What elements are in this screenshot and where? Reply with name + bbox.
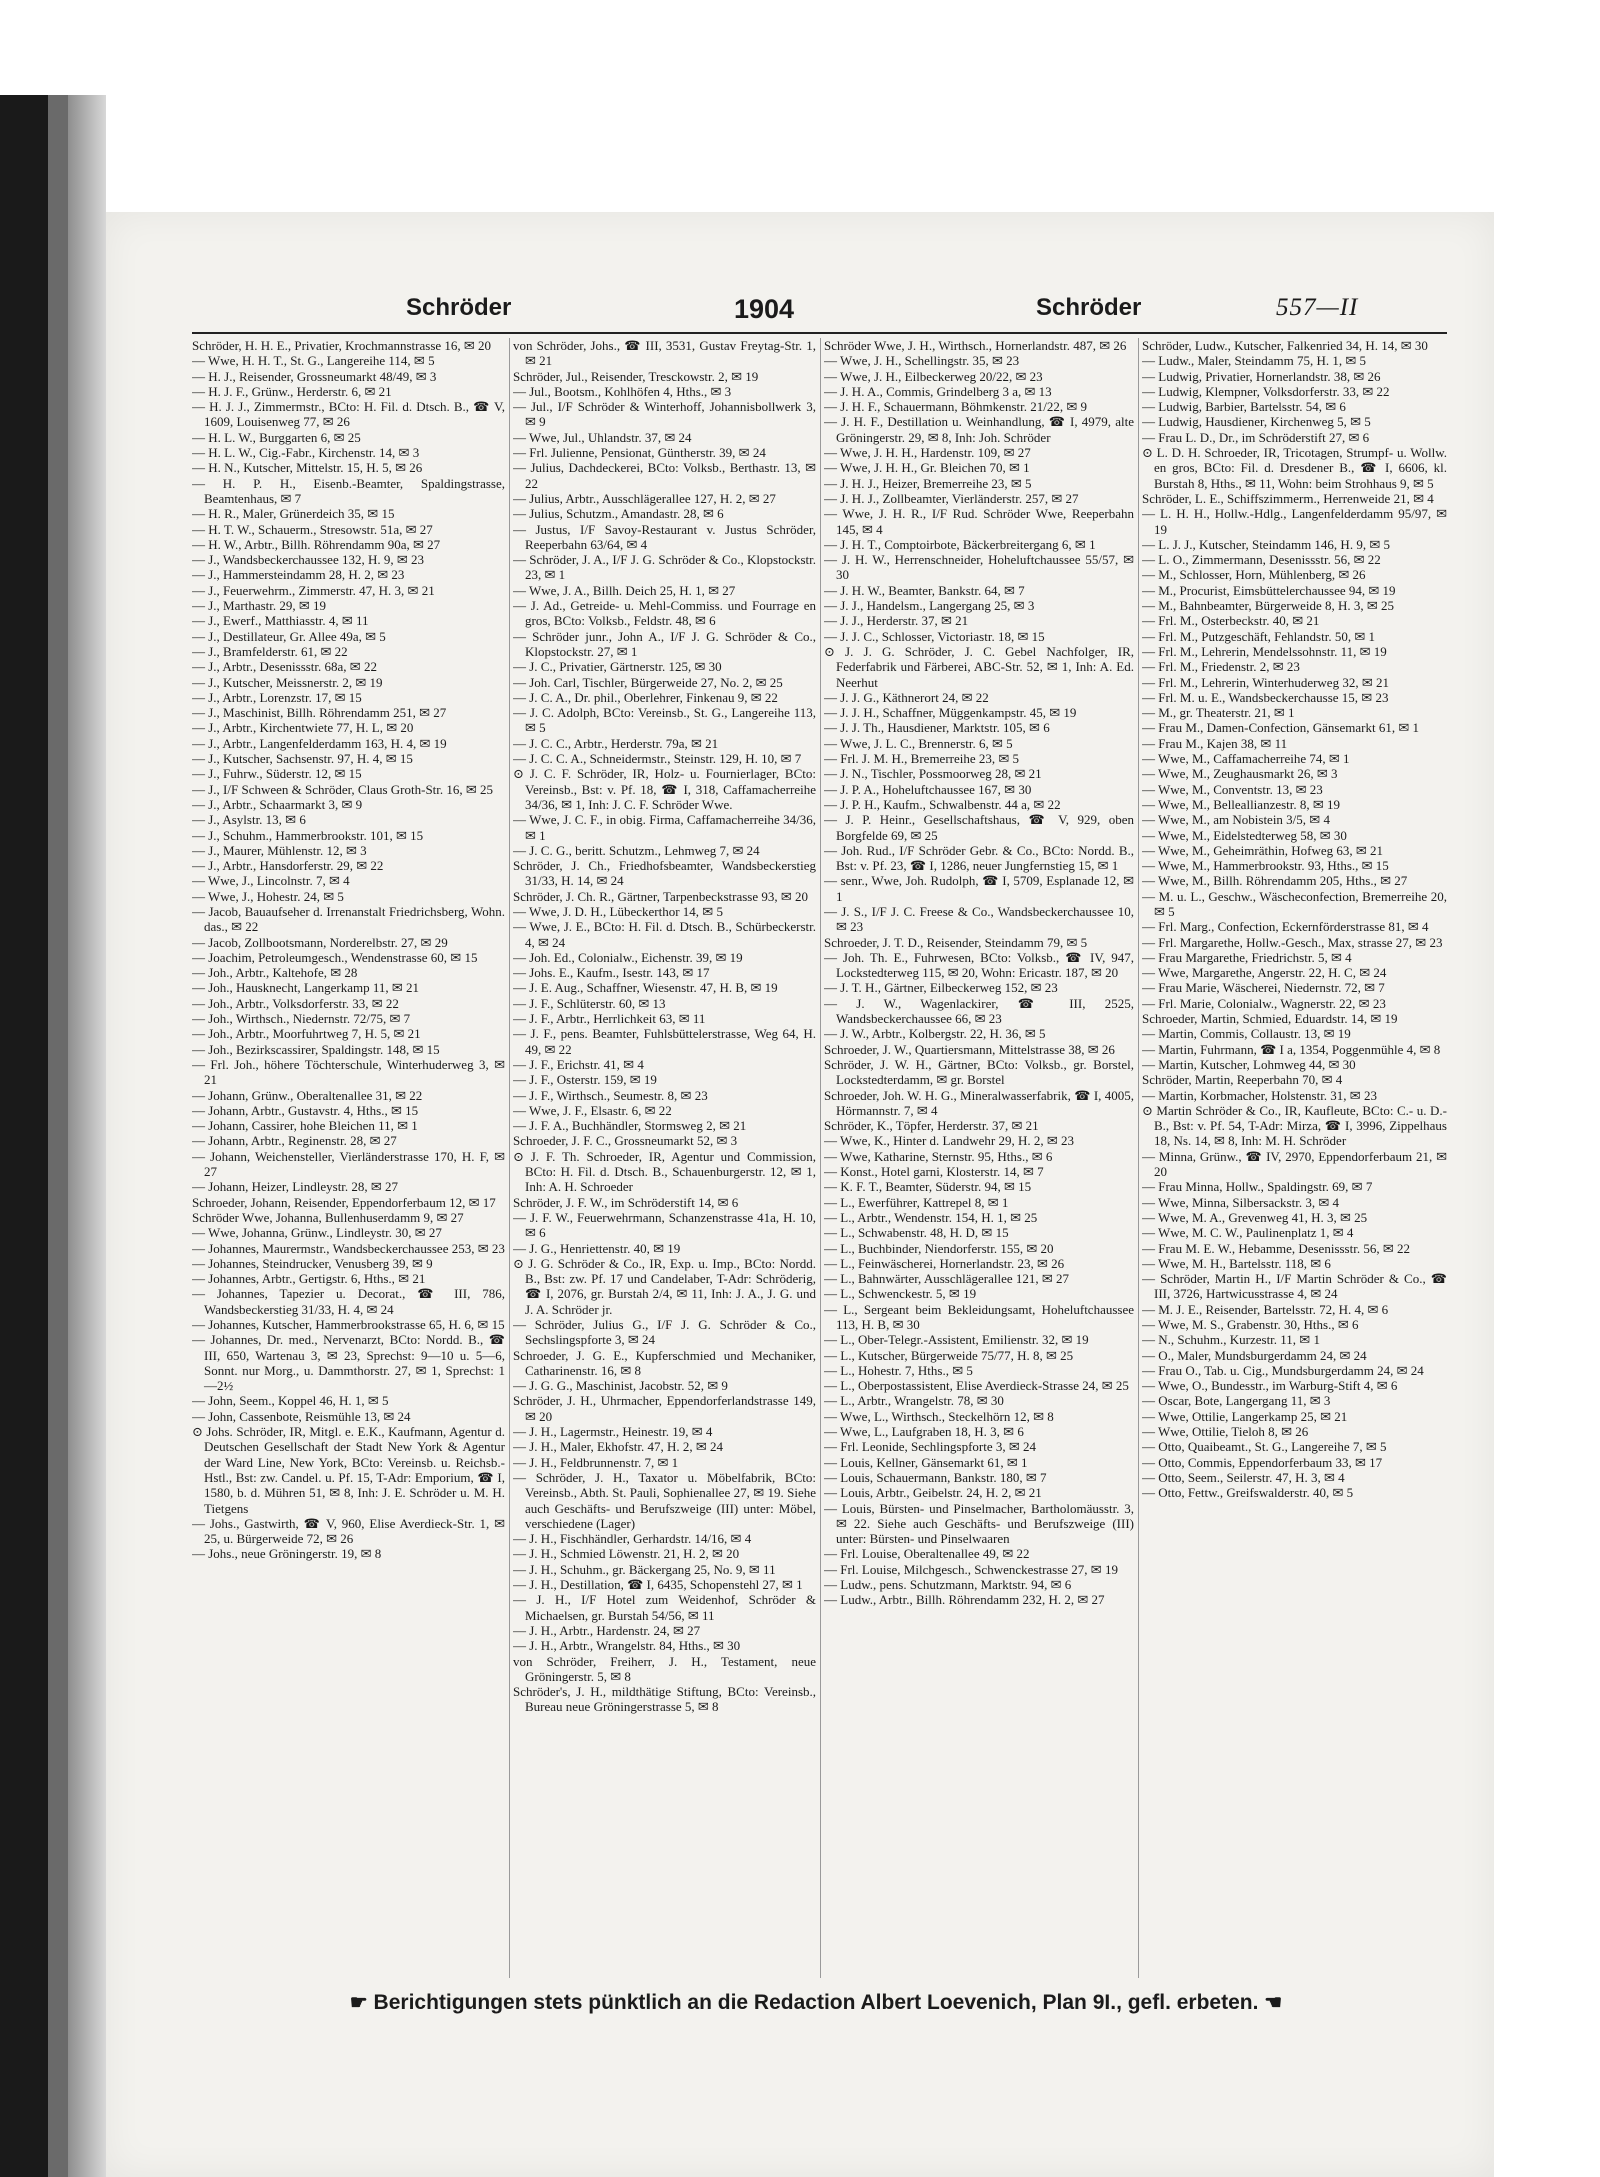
directory-entry: von Schröder, Johs., ☎ III, 3531, Gustav Freytag-Str. 1, ✉ 21 [513, 338, 816, 369]
directory-entry: — J. C. C. A., Schneidermstr., Steinstr. 129, H. 10, ✉ 7 [513, 751, 802, 767]
directory-entry: — O., Maler, Mundsburgerdamm 24, ✉ 24 [1142, 1347, 1367, 1363]
directory-entry: — Frau Minna, Hollw., Spaldingstr. 69, ✉ 7 [1142, 1179, 1373, 1195]
directory-entry: — Minna, Grünw., ☎ IV, 2970, Eppendorferbaum 21, ✉ 20 [1142, 1148, 1447, 1180]
directory-entry: — Martin, Commis, Collaustr. 13, ✉ 19 [1142, 1026, 1351, 1042]
directory-entry: — Louis, Kellner, Gänsemarkt 61, ✉ 1 [824, 1454, 1028, 1470]
directory-entry: — Wwe, J. F., Elsastr. 6, ✉ 22 [513, 1102, 672, 1118]
directory-entry: — Frl. M., Lehrerin, Mendelssohnstr. 11, ✉ 19 [1142, 643, 1387, 659]
directory-entry: ⊙ L. D. H. Schroeder, IR, Tricotagen, Strumpf- u. Wollw. en gros, BCto: Fil. d. Dresdener B., ☎ I, 6606, kl. Burstah 8, Hths., ✉ 11, Wohn: beim Strohhaus 9, ✉ 5 [1142, 445, 1447, 491]
directory-entry: — J. J., Handelsm., Langergang 25, ✉ 3 [824, 598, 1035, 614]
directory-entry: — J. H., Arbtr., Wrangelstr. 84, Hths., ✉ 30 [513, 1638, 741, 1654]
directory-entry: — Johannes, Maurermstr., Wandsbeckerchaussee 253, ✉ 23 [192, 1240, 505, 1256]
directory-entry: — J. C., Privatier, Gärtnerstr. 125, ✉ 30 [513, 659, 722, 675]
directory-entry: — J. N., Tischler, Possmoorweg 28, ✉ 21 [824, 766, 1042, 782]
directory-entry: — Konst., Hotel garni, Klosterstr. 14, ✉ 7 [824, 1164, 1044, 1180]
directory-entry: — J. S., I/F J. C. Freese & Co., Wandsbeckerchaussee 10, ✉ 23 [824, 903, 1134, 935]
directory-entry: — M., Bahnbeamter, Bürgerweide 8, H. 3, ✉ 25 [1142, 598, 1395, 614]
directory-entry: — J. H. W., Herrenschneider, Hoheluftchaussee 55/57, ✉ 30 [824, 552, 1134, 583]
directory-entry: — Wwe, Ottilie, Tieloh 8, ✉ 26 [1142, 1424, 1309, 1440]
directory-entry: — Frl. Marie, Colonialw., Wagnerstr. 22, ✉ 23 [1142, 995, 1386, 1011]
directory-entry: — H. J. J., Zimmermstr., BCto: H. Fil. d. Dtsch. B., ☎ V, 1609, Louisenweg 77, ✉ 26 [192, 399, 505, 430]
directory-entry: — J. H., Arbtr., Hardenstr. 24, ✉ 27 [513, 1622, 701, 1638]
directory-entry: — Wwe, L., Laufgraben 18, H. 3, ✉ 6 [824, 1424, 1024, 1440]
directory-entry: — Frl. M., Lehrerin, Winterhuderweg 32, ✉ 21 [1142, 674, 1389, 690]
directory-entry: ⊙ J. C. F. Schröder, IR, Holz- u. Fournierlager, BCto: Vereinsb., Bst: v. Pf. 18, ☎ I, 318, Caffamacherreihe 34/36, ✉ 1, Inh: J. C. F. Schröder Wwe. [513, 766, 816, 812]
directory-entry: — Wwe, K., Hinter d. Landwehr 29, H. 2, ✉ 23 [824, 1133, 1075, 1149]
directory-entry: — J., Arbtr., Desenissstr. 68a, ✉ 22 [192, 659, 377, 675]
directory-entry: — J., Arbtr., Hansdorferstr. 29, ✉ 22 [192, 858, 384, 874]
directory-entry: — L., Hohestr. 7, Hths., ✉ 5 [824, 1362, 973, 1378]
directory-entry: — J., Marthastr. 29, ✉ 19 [192, 598, 327, 614]
directory-entry: — Wwe, J. H., Schellingstr. 35, ✉ 23 [824, 353, 1020, 369]
directory-entry: — Justus, I/F Savoy-Restaurant v. Justus Schröder, Reeperbahn 63/64, ✉ 4 [513, 521, 816, 552]
directory-entry: — L., Sergeant beim Bekleidungsamt, Hoheluftchaussee 113, H. B, ✉ 30 [824, 1301, 1134, 1332]
directory-entry: Schroeder, Johann, Reisender, Eppendorferbaum 12, ✉ 17 [192, 1194, 496, 1210]
directory-entry: — H. J., Reisender, Grossneumarkt 48/49, ✉ 3 [192, 368, 437, 384]
directory-entry: — H. R., Maler, Grünerdeich 35, ✉ 15 [192, 506, 395, 522]
directory-entry: — J. H. W., Beamter, Bankstr. 64, ✉ 7 [824, 582, 1025, 598]
directory-page [106, 212, 1494, 2177]
directory-entry: — J. C. A., Dr. phil., Oberlehrer, Finkenau 9, ✉ 22 [513, 689, 778, 705]
directory-entry: — J., Arbtr., Kirchentwiete 77, H. L, ✉ 20 [192, 720, 414, 736]
directory-entry: — Julius, Dachdeckerei, BCto: Volksb., Berthastr. 13, ✉ 22 [513, 460, 816, 491]
directory-entry: — L., Feinwäscherei, Hornerlandstr. 23, ✉ 26 [824, 1255, 1065, 1271]
directory-entry: — J. H., Destillation, ☎ I, 6435, Schopenstehl 27, ✉ 1 [513, 1577, 803, 1593]
directory-entry: Schröder, L. E., Schiffszimmerm., Herrenweide 21, ✉ 4 [1142, 490, 1434, 506]
directory-entry: — J., Arbtr., Schaarmarkt 3, ✉ 9 [192, 796, 363, 812]
directory-entry: — Wwe, L., Wirthsch., Steckelhörn 12, ✉ 8 [824, 1408, 1054, 1424]
column-1 [192, 338, 505, 1978]
directory-entry: — J. J., Herderstr. 37, ✉ 21 [824, 613, 969, 629]
directory-entry: — J. G. G., Maschinist, Jacobstr. 52, ✉ 9 [513, 1378, 728, 1394]
column-2 [513, 338, 816, 1978]
directory-entry: — Wwe, M., Caffamacherreihe 74, ✉ 1 [1142, 751, 1350, 767]
directory-entry: — Ludwig, Privatier, Hornerlandstr. 38, ✉ 26 [1142, 368, 1381, 384]
directory-entry: — J. H., Fischhändler, Gerhardstr. 14/16, ✉ 4 [513, 1531, 752, 1547]
directory-entry: — Wwe, M., Eidelstedterweg 58, ✉ 30 [1142, 827, 1347, 843]
header-left-name: Schröder [406, 294, 512, 321]
directory-entry: — L., Kutscher, Bürgerweide 75/77, H. 8, ✉ 25 [824, 1347, 1074, 1363]
directory-entry: Schröder, H. H. E., Privatier, Krochmannstrasse 16, ✉ 20 [192, 338, 492, 353]
directory-entry: — Joh., Arbtr., Moorfuhrtweg 7, H. 5, ✉ 21 [192, 1026, 421, 1042]
directory-entry: — J. T. H., Gärtner, Eilbeckerweg 152, ✉ 23 [824, 980, 1058, 996]
directory-entry: — M., Schlosser, Horn, Mühlenberg, ✉ 26 [1142, 567, 1366, 583]
directory-entry: — H. L. W., Cig.-Fabr., Kirchenstr. 14, ✉ 3 [192, 445, 420, 461]
directory-entry: — J. H. F., Destillation u. Weinhandlung, ☎ I, 4979, alte Gröningerstr. 29, ✉ 8, Inh: Joh. Schröder [824, 414, 1134, 445]
directory-entry: — J., Arbtr., Lorenzstr. 17, ✉ 15 [192, 689, 362, 705]
directory-entry: — Jacob, Bauaufseher d. Irrenanstalt Friedrichsberg, Wohn. das., ✉ 22 [192, 903, 505, 935]
directory-entry: — J., Fuhrw., Süderstr. 12, ✉ 15 [192, 766, 362, 782]
directory-entry: — L., Arbtr., Wendenstr. 154, H. 1, ✉ 25 [824, 1209, 1038, 1225]
directory-entry: — Martin, Kutscher, Lohmweg 44, ✉ 30 [1142, 1056, 1356, 1072]
directory-entry: — Oscar, Bote, Langergang 11, ✉ 3 [1142, 1393, 1331, 1409]
column-4 [1142, 338, 1447, 1978]
directory-entry: — Frl. M. u. E., Wandsbeckerchausse 15, ✉ 23 [1142, 689, 1389, 705]
directory-entry: Schröder, Ludw., Kutscher, Falkenried 34, H. 14, ✉ 30 [1142, 338, 1428, 353]
directory-entry: — Wwe, M. H., Bartelsstr. 118, ✉ 6 [1142, 1255, 1331, 1271]
directory-entry: — M., gr. Theaterstr. 21, ✉ 1 [1142, 705, 1295, 721]
directory-entry: — Louis, Arbtr., Geibelstr. 24, H. 2, ✉ 21 [824, 1485, 1042, 1501]
directory-entry: — Wwe, J. A., Billh. Deich 25, H. 1, ✉ 27 [513, 582, 736, 598]
directory-entry: — John, Cassenbote, Reismühle 13, ✉ 24 [192, 1408, 411, 1424]
directory-entry: — Wwe, H. H. T., St. G., Langereihe 114, ✉ 5 [192, 353, 435, 369]
directory-entry: Schröder, J. Ch. R., Gärtner, Tarpenbeckstrasse 93, ✉ 20 [513, 888, 808, 904]
directory-entry: — J. C. Adolph, BCto: Vereinsb., St. G., Langereihe 113, ✉ 5 [513, 705, 816, 736]
directory-entry: — Ludw., Maler, Steindamm 75, H. 1, ✉ 5 [1142, 353, 1367, 369]
directory-entry: — Wwe, J., Lincolnstr. 7, ✉ 4 [192, 873, 350, 889]
directory-entry: Schroeder, Martin, Schmied, Eduardstr. 14, ✉ 19 [1142, 1011, 1398, 1027]
directory-entry: ⊙ J. G. Schröder & Co., IR, Exp. u. Imp., BCto: Nordd. B., Bst: zw. Pf. 17 und Candelaber, T-Adr: Schröderig, ☎ I, 2076, gr. Burstah 2/4, ✉ 11, Inh: J. A., J. G. und J. A. Schröder jr. [513, 1255, 816, 1317]
directory-entry: — Wwe, J. H., Eilbeckerweg 20/22, ✉ 23 [824, 368, 1043, 384]
directory-entry: ⊙ Johs. Schröder, IR, Mitgl. e. E.K., Kaufmann, Agentur d. Deutschen Gesellschaft der Stadt New York & Agentur der Ward Line, New York, BCto: Vereinsb. u. Reichsb.-Hstl., Bst: zw. Candel. u. Pf. 15, T-Adr: Emporium, ☎ I, 1580, b. d. Mühren 51, ✉ 8, Inh: J. E. Schröder u. M. H. Tietgens [192, 1424, 505, 1516]
directory-entry: Schröder Wwe, Johanna, Bullenhuserdamm 9, ✉ 27 [192, 1209, 464, 1225]
directory-entry: — L. J. J., Kutscher, Steindamm 146, H. 9, ✉ 5 [1142, 536, 1390, 552]
directory-entry: — Wwe, M., Zeughausmarkt 26, ✉ 3 [1142, 766, 1338, 782]
directory-entry: — Otto, Seem., Seilerstr. 47, H. 3, ✉ 4 [1142, 1469, 1345, 1485]
directory-entry: Schröder, J. W. H., Gärtner, BCto: Volksb., gr. Borstel, Lockstedterdamm, ✉ gr. Borstel [824, 1056, 1134, 1088]
directory-entry: — Schröder, Martin H., I/F Martin Schröder & Co., ☎ III, 3726, Hartwicusstrasse 4, ✉ 24 [1142, 1271, 1447, 1302]
directory-entry: von Schröder, Freiherr, J. H., Testament, neue Gröningerstr. 5, ✉ 8 [513, 1653, 816, 1684]
directory-entry: — Martin, Fuhrmann, ☎ I a, 1354, Poggenmühle 4, ✉ 8 [1142, 1041, 1441, 1057]
directory-entry: — J., Maschinist, Billh. Röhrendamm 251, ✉ 27 [192, 705, 447, 721]
directory-entry: — K. F. T., Beamter, Süderstr. 94, ✉ 15 [824, 1179, 1032, 1195]
directory-entry: — senr., Wwe, Joh. Rudolph, ☎ I, 5709, Esplanade 12, ✉ 1 [824, 873, 1134, 904]
directory-entry: — Wwe, Johanna, Grünw., Lindleystr. 30, ✉ 27 [192, 1225, 442, 1241]
directory-entry: — J. F., Wirthsch., Seumestr. 8, ✉ 23 [513, 1087, 708, 1103]
directory-entry: — Frl. Louise, Milchgesch., Schwenckestrasse 27, ✉ 19 [824, 1561, 1118, 1577]
directory-entry: — J., Maurer, Mühlenstr. 12, ✉ 3 [192, 842, 367, 858]
directory-entry: — Johannes, Steindrucker, Venusberg 39, ✉ 9 [192, 1255, 433, 1271]
directory-entry: Schroeder, J. W., Quartiersmann, Mittelstrasse 38, ✉ 26 [824, 1041, 1115, 1057]
directory-entry: — Wwe, M., Billh. Röhrendamm 205, Hths., ✉ 27 [1142, 873, 1408, 889]
directory-entry: — J. G., Henriettenstr. 40, ✉ 19 [513, 1240, 681, 1256]
column-separator [1138, 338, 1139, 1978]
directory-entry: — Joh. Carl, Tischler, Bürgerweide 27, No. 2, ✉ 25 [513, 674, 783, 690]
directory-entry: — J., Destillateur, Gr. Allee 49a, ✉ 5 [192, 628, 386, 644]
directory-entry: — Frl. J. M. H., Bremerreihe 23, ✉ 5 [824, 751, 1020, 767]
directory-entry: — John, Seem., Koppel 46, H. 1, ✉ 5 [192, 1393, 389, 1409]
directory-entry: Schroeder, J. F. C., Grossneumarkt 52, ✉ 3 [513, 1133, 738, 1149]
directory-entry: — Otto, Quaibeamt., St. G., Langereihe 7, ✉ 5 [1142, 1439, 1387, 1455]
directory-entry: Schröder Wwe, J. H., Wirthsch., Hornerlandstr. 487, ✉ 26 [824, 338, 1127, 353]
directory-entry: — J., Bramfelderstr. 61, ✉ 22 [192, 643, 348, 659]
directory-entry: — J., Schuhm., Hammerbrookstr. 101, ✉ 15 [192, 827, 424, 843]
directory-entry: — Wwe, Jul., Uhlandstr. 37, ✉ 24 [513, 429, 692, 445]
directory-entry: — J. F., pens. Beamter, Fuhlsbüttelerstrasse, Weg 64, H. 49, ✉ 22 [513, 1026, 816, 1057]
directory-entry: — J. H., Feldbrunnenstr. 7, ✉ 1 [513, 1454, 679, 1470]
directory-entry: — J., Kutscher, Sachsenstr. 97, H. 4, ✉ 15 [192, 751, 413, 767]
directory-entry: ⊙ Martin Schröder & Co., IR, Kaufleute, BCto: C.- u. D.-B., Bst: v. Pf. 54, T-Adr: Mirza, ☎ I, 3996, Zippelhaus 18, Ns. 14, ✉ 8, Inh: M. H. Schröder [1142, 1102, 1447, 1149]
directory-entry: — Frl. Leonide, Sechlingspforte 3, ✉ 24 [824, 1439, 1036, 1455]
directory-entry: — Wwe, J. H. R., I/F Rud. Schröder Wwe, Reeperbahn 145, ✉ 4 [824, 506, 1134, 537]
directory-entry: — J. H. A., Commis, Grindelberg 3 a, ✉ 13 [824, 383, 1052, 399]
directory-entry: — Johs. E., Kaufm., Isestr. 143, ✉ 17 [513, 965, 710, 981]
directory-entry: — Frl. Louise, Oberaltenallee 49, ✉ 22 [824, 1546, 1030, 1562]
directory-entry: — J. H., Schmied Löwenstr. 21, H. 2, ✉ 20 [513, 1546, 740, 1562]
directory-entry: — J., Arbtr., Langenfelderdamm 163, H. 4, ✉ 19 [192, 735, 447, 751]
directory-entry: — Johann, Grünw., Oberaltenallee 31, ✉ 22 [192, 1087, 423, 1103]
directory-entry: — Joh., Wirthsch., Niedernstr. 72/75, ✉ 7 [192, 1011, 411, 1027]
directory-entry: — Frl. Marg., Confection, Eckernförderstrasse 81, ✉ 4 [1142, 919, 1429, 935]
directory-entry: — J. P. Heinr., Gesellschaftshaus, ☎ V, 929, oben Borgfelde 69, ✉ 25 [824, 812, 1134, 843]
directory-entry: — Johann, Arbtr., Reginenstr. 28, ✉ 27 [192, 1133, 397, 1149]
directory-entry: — J. P. H., Kaufm., Schwalbenstr. 44 a, ✉ 22 [824, 796, 1061, 812]
directory-entry: — Joh., Arbtr., Kaltehofe, ✉ 28 [192, 965, 358, 981]
directory-entry: — H. T. W., Schauerm., Stresowstr. 51a, ✉ 27 [192, 521, 433, 537]
directory-entry: — Martin, Korbmacher, Holstenstr. 31, ✉ 23 [1142, 1087, 1377, 1103]
directory-entry: Schröder, Jul., Reisender, Tresckowstr. 2, ✉ 19 [513, 368, 759, 384]
directory-entry: — J. F., Schlüterstr. 60, ✉ 13 [513, 995, 666, 1011]
directory-entry: — Johannes, Arbtr., Gertigstr. 6, Hths., ✉ 21 [192, 1271, 426, 1287]
directory-entry: — M., Procurist, Eimsbüttelerchaussee 94, ✉ 19 [1142, 582, 1396, 598]
column-3 [824, 338, 1134, 1978]
page-gutter [68, 95, 106, 2177]
directory-entry: — Ludw., Arbtr., Billh. Röhrendamm 232, H. 2, ✉ 27 [824, 1592, 1105, 1608]
directory-entry: — L., Arbtr., Wrangelstr. 78, ✉ 30 [824, 1393, 1004, 1409]
directory-entry: — M. u. L., Geschw., Wäscheconfection, Bremerreihe 20, ✉ 5 [1142, 888, 1447, 919]
footer-text: Berichtigungen stets pünktlich an die Redaction Albert Loevenich, Plan 9I., gefl. erbeten. [373, 1991, 1259, 2014]
book-spine-shadow [0, 95, 48, 2177]
directory-entry: — J., I/F Schween & Schröder, Claus Groth-Str. 16, ✉ 25 [192, 781, 494, 797]
directory-entry: ⊙ J. J. G. Schröder, J. C. Gebel Nachfolger, IR, Federfabrik und Färberei, ABC-Str. 52, ✉ 1, Inh: A. Ed. Neerhut [824, 643, 1134, 690]
directory-entry: — J. C. G., beritt. Schutzm., Lehmweg 7, ✉ 24 [513, 842, 760, 858]
directory-entry: — Schröder, J. H., Taxator u. Möbelfabrik, BCto: Vereinsb., Abth. St. Pauli, Sophienallee 27, ✉ 19. Siehe auch Geschäfts- und Berufszweige (III) unter: Möbel, verschiedene (Lager) [513, 1469, 816, 1531]
directory-entry: — L., Oberpostassistent, Elise Averdieck-Strasse 24, ✉ 25 [824, 1378, 1129, 1394]
directory-entry: — J. J. G., Käthnerort 24, ✉ 22 [824, 689, 989, 705]
directory-entry: — J., Asylstr. 13, ✉ 6 [192, 812, 306, 828]
directory-entry: — Wwe, M., Hammerbrookstr. 93, Hths., ✉ 15 [1142, 858, 1389, 874]
directory-entry: — Ludwig, Klempner, Volksdorferstr. 33, ✉ 22 [1142, 383, 1390, 399]
directory-entry: — J. F., Osterstr. 159, ✉ 19 [513, 1072, 657, 1088]
directory-entry: — Wwe, M., Conventstr. 13, ✉ 23 [1142, 781, 1323, 797]
directory-entry: — Joachim, Petroleumgesch., Wendenstrasse 60, ✉ 15 [192, 949, 478, 965]
header-year: 1904 [734, 294, 795, 324]
directory-entry: — Joh. Th. E., Fuhrwesen, BCto: Volksb., ☎ IV, 947, Lockstedterweg 115, ✉ 20, Wohn: Ericastr. 187, ✉ 20 [824, 949, 1134, 981]
directory-entry: — Frl. Julienne, Pensionat, Güntherstr. 39, ✉ 24 [513, 445, 766, 461]
directory-entry: — J. H., Lagermstr., Heinestr. 19, ✉ 4 [513, 1424, 713, 1440]
directory-entry: — Wwe, M. S., Grabenstr. 30, Hths., ✉ 6 [1142, 1317, 1359, 1332]
directory-entry: — J. C. C., Arbtr., Herderstr. 79a, ✉ 21 [513, 735, 719, 751]
directory-entry: ⊙ J. F. Th. Schroeder, IR, Agentur und Commission, BCto: H. Fil. d. Dtsch. B., Schauenburgerstr. 12, ✉ 1, Inh: A. H. Schroeder [513, 1148, 816, 1195]
header-page-number: 557—II [1276, 294, 1359, 321]
header-rule [192, 332, 1447, 334]
directory-entry: — Wwe, M. C. W., Paulinenplatz 1, ✉ 4 [1142, 1225, 1354, 1241]
directory-entry: — J. J. Th., Hausdiener, Marktstr. 105, ✉ 6 [824, 720, 1050, 736]
directory-entry: Schroeder, Joh. W. H. G., Mineralwasserfabrik, ☎ I, 4005, Hörmannstr. 7, ✉ 4 [824, 1087, 1134, 1118]
directory-entry: — J. H., I/F Hotel zum Weidenhof, Schröder & Michaelsen, gr. Burstah 54/56, ✉ 11 [513, 1592, 816, 1623]
directory-entry: Schröder's, J. H., mildthätige Stiftung, BCto: Vereinsb., Bureau neue Gröningerstrasse 5, ✉ 8 [513, 1684, 816, 1715]
directory-entry: — Frau Margarethe, Friedrichstr. 5, ✉ 4 [1142, 949, 1352, 965]
directory-entry: — Jul., I/F Schröder & Winterhoff, Johannisbollwerk 3, ✉ 9 [513, 399, 816, 430]
directory-entry: — L. O., Zimmermann, Desenissstr. 56, ✉ 22 [1142, 552, 1381, 568]
directory-entry: — Wwe, M., Geheimräthin, Hofweg 63, ✉ 21 [1142, 842, 1383, 858]
directory-entry: — Frau O., Tab. u. Cig., Mundsburgerdamm 24, ✉ 24 [1142, 1362, 1424, 1378]
directory-entry: — L., Schwenckestr. 5, ✉ 19 [824, 1286, 977, 1302]
header-right-name: Schröder [1036, 294, 1142, 321]
directory-entry: — Jul., Bootsm., Kohlhöfen 4, Hths., ✉ 3 [513, 383, 732, 399]
directory-entry: — Louis, Schauermann, Bankstr. 180, ✉ 7 [824, 1469, 1047, 1485]
directory-entry: — Joh., Arbtr., Volksdorferstr. 33, ✉ 22 [192, 995, 399, 1011]
directory-entry: — Frau Marie, Wäscherei, Niedernstr. 72, ✉ 7 [1142, 980, 1385, 996]
directory-entry: — Frau M. E. W., Hebamme, Desenissstr. 56, ✉ 22 [1142, 1240, 1410, 1256]
directory-entry: — Wwe, Katharine, Sternstr. 95, Hths., ✉ 6 [824, 1148, 1053, 1164]
directory-entry: Schröder, J. F. W., im Schröderstift 14, ✉ 6 [513, 1194, 739, 1210]
directory-entry: Schröder, K., Töpfer, Herderstr. 37, ✉ 21 [824, 1118, 1039, 1134]
directory-entry: — Frl. M., Friedenstr. 2, ✉ 23 [1142, 659, 1300, 675]
directory-entry: — J., Hammersteindamm 28, H. 2, ✉ 23 [192, 567, 405, 583]
directory-entry: — J. E. Aug., Schaffner, Wiesenstr. 47, H. B, ✉ 19 [513, 980, 778, 996]
directory-entry: Schroeder, J. T. D., Reisender, Steindamm 79, ✉ 5 [824, 934, 1088, 950]
directory-entry: — L., Schwabenstr. 48, H. D, ✉ 15 [824, 1225, 1009, 1241]
directory-entry: Schröder, J. H., Uhrmacher, Eppendorferlandstrasse 149, ✉ 20 [513, 1393, 816, 1424]
directory-entry: — J. F., Arbtr., Herrlichkeit 63, ✉ 11 [513, 1011, 706, 1027]
directory-entry: — Wwe, M., am Nobistein 3/5, ✉ 4 [1142, 812, 1330, 828]
directory-entry: — J. W., Arbtr., Kolbergstr. 22, H. 36, ✉ 5 [824, 1026, 1046, 1042]
directory-entry: — Wwe, J. L. C., Brennerstr. 6, ✉ 5 [824, 735, 1013, 751]
directory-entry: — Frl. Margarethe, Hollw.-Gesch., Max, strasse 27, ✉ 23 [1142, 934, 1443, 950]
facing-page-edge [48, 95, 68, 2177]
directory-entry: — Johann, Cassirer, hohe Bleichen 11, ✉ 1 [192, 1118, 418, 1134]
directory-entry: — Ludwig, Barbier, Bartelsstr. 54, ✉ 6 [1142, 399, 1346, 415]
directory-entry: — Wwe, O., Bundesstr., im Warburg-Stift 4, ✉ 6 [1142, 1378, 1398, 1394]
directory-entry: — Wwe, J. E., BCto: H. Fil. d. Dtsch. B., Schürbeckerstr. 4, ✉ 24 [513, 919, 816, 950]
directory-entry: — H. N., Kutscher, Mittelstr. 15, H. 5, ✉ 26 [192, 460, 423, 476]
directory-entry: — J. H., Schuhm., gr. Bäckergang 25, No. 9, ✉ 11 [513, 1561, 776, 1577]
directory-entry: — Julius, Schutzm., Amandastr. 28, ✉ 6 [513, 506, 724, 522]
directory-entry: — J. H. T., Comptoirbote, Bäckerbreitergang 6, ✉ 1 [824, 536, 1096, 552]
directory-entry: — Schröder, Julius G., I/F J. G. Schröder & Co., Sechslingspforte 3, ✉ 24 [513, 1317, 816, 1348]
pointing-hand-left-icon: ☚ [1264, 1992, 1283, 2014]
directory-entry: — J., Ewerf., Matthiasstr. 4, ✉ 11 [192, 613, 369, 629]
directory-entry: — Frl. M., Putzgeschäft, Fehlandstr. 50, ✉ 1 [1142, 628, 1375, 644]
directory-entry: — Joh., Hausknecht, Langerkamp 11, ✉ 21 [192, 980, 420, 996]
directory-entry: — Frau L. D., Dr., im Schröderstift 27, ✉ 6 [1142, 429, 1370, 445]
directory-entry: Schroeder, J. G. E., Kupferschmied und Mechaniker, Catharinenstr. 16, ✉ 8 [513, 1347, 816, 1378]
directory-entry: — Joh. Rud., I/F Schröder Gebr. & Co., BCto: Nordd. B., Bst: v. Pf. 23, ☎ I, 1286, neuer Jungfernstieg 15, ✉ 1 [824, 842, 1134, 874]
directory-entry: Schröder, Martin, Reeperbahn 70, ✉ 4 [1142, 1072, 1343, 1088]
directory-entry: — Joh., Bezirkscassirer, Spaldingstr. 148, ✉ 15 [192, 1041, 440, 1057]
directory-entry: — Julius, Arbtr., Ausschlägerallee 127, H. 2, ✉ 27 [513, 490, 776, 506]
directory-entry: — Otto, Fettw., Greifswalderstr. 40, ✉ 5 [1142, 1485, 1354, 1501]
directory-entry: — Johann, Arbtr., Gustavstr. 4, Hths., ✉ 15 [192, 1102, 419, 1118]
directory-entry: — Wwe, M. A., Grevenweg 41, H. 3, ✉ 25 [1142, 1209, 1368, 1225]
directory-entry: — L., Ewerführer, Kattrepel 8, ✉ 1 [824, 1194, 1009, 1210]
directory-entry: — J. J. H., Schaffner, Müggenkampstr. 45, ✉ 19 [824, 705, 1077, 721]
directory-entry: — Louis, Bürsten- und Pinselmacher, Bartholomäusstr. 3, ✉ 22. Siehe auch Geschäfts- und Berufszweige (III) unter: Bürsten- und Pinselwaaren [824, 1500, 1134, 1547]
directory-entry: — J. W., Wagenlackirer, ☎ III, 2525, Wandsbeckerchaussee 66, ✉ 23 [824, 995, 1134, 1027]
directory-entry: — H. W., Arbtr., Billh. Röhrendamm 90a, ✉ 27 [192, 536, 441, 552]
directory-entry: — Schröder, J. A., I/F J. G. Schröder & Co., Klopstockstr. 23, ✉ 1 [513, 552, 816, 583]
directory-entry: — Johs., neue Gröningerstr. 19, ✉ 8 [192, 1546, 382, 1562]
directory-entry: — J. H. J., Zollbeamter, Vierländerstr. 257, ✉ 27 [824, 490, 1079, 506]
directory-entry: — L., Buchbinder, Niendorferstr. 155, ✉ 20 [824, 1240, 1054, 1256]
directory-entry: — Johannes, Tapezier u. Decorat., ☎ III, 786, Wandsbeckerstieg 31/33, H. 4, ✉ 24 [192, 1286, 505, 1317]
directory-entry: — N., Schuhm., Kurzestr. 11, ✉ 1 [1142, 1332, 1320, 1348]
pointing-hand-right-icon: ☛ [349, 1992, 368, 2014]
directory-entry: Schröder, J. Ch., Friedhofsbeamter, Wandsbeckerstieg 31/33, H. 14, ✉ 24 [513, 858, 816, 889]
directory-entry: — H. J. F., Grünw., Herderstr. 6, ✉ 21 [192, 383, 392, 399]
directory-entry: — Joh. Ed., Colonialw., Eichenstr. 39, ✉ 19 [513, 949, 743, 965]
directory-entry: — H. L. W., Burggarten 6, ✉ 25 [192, 429, 361, 445]
directory-entry: — J., Kutscher, Meissnerstr. 2, ✉ 19 [192, 674, 383, 690]
directory-entry: — Wwe, J. H. H., Hardenstr. 109, ✉ 27 [824, 445, 1031, 461]
directory-entry: — Ludwig, Hausdiener, Kirchenweg 5, ✉ 5 [1142, 414, 1371, 430]
directory-entry: — Wwe, Ottilie, Langerkamp 25, ✉ 21 [1142, 1408, 1348, 1424]
directory-entry: — Johann, Weichensteller, Vierländerstrasse 170, H. F, ✉ 27 [192, 1148, 505, 1180]
directory-entry: — J. P. A., Hoheluftchaussee 167, ✉ 30 [824, 781, 1032, 797]
directory-entry: — Wwe, J., Hohestr. 24, ✉ 5 [192, 888, 344, 904]
directory-entry: — Wwe, Margarethe, Angerstr. 22, H. C, ✉ 24 [1142, 965, 1387, 981]
directory-entry: — L. H. H., Hollw.-Hdlg., Langenfelderdamm 95/97, ✉ 19 [1142, 506, 1447, 537]
directory-entry: — Johannes, Kutscher, Hammerbrookstrasse 65, H. 6, ✉ 15 [192, 1317, 505, 1332]
directory-entry: — J., Feuerwehrm., Zimmerstr. 47, H. 3, ✉ 21 [192, 582, 435, 598]
directory-entry: — J. F. W., Feuerwehrmann, Schanzenstrasse 41a, H. 10, ✉ 6 [513, 1209, 816, 1241]
directory-entry: — Wwe, M., Belleallianzestr. 8, ✉ 19 [1142, 796, 1341, 812]
directory-entry: — J. Ad., Getreide- u. Mehl-Commiss. und Fourrage en gros, BCto: Volksb., Feldstr. 48, ✉ 6 [513, 598, 816, 629]
directory-entry: — Wwe, J. D. H., Lübeckerthor 14, ✉ 5 [513, 903, 723, 919]
directory-entry: — Johs., Gastwirth, ☎ V, 960, Elise Averdieck-Str. 1, ✉ 25, u. Bürgerweide 72, ✉ 26 [192, 1515, 505, 1547]
top-margin [0, 0, 1600, 95]
directory-entry: — J. H., Maler, Ekhofstr. 47, H. 2, ✉ 24 [513, 1439, 724, 1455]
column-separator [509, 338, 510, 1978]
directory-entry: — J. F. A., Buchhändler, Stormsweg 2, ✉ 21 [513, 1118, 747, 1134]
directory-entry: — Wwe, J. C. F., in obig. Firma, Caffamacherreihe 34/36, ✉ 1 [513, 812, 816, 843]
directory-entry: — J. H. J., Heizer, Bremerreihe 23, ✉ 5 [824, 475, 1032, 491]
directory-entry: — J. H. F., Schauermann, Böhmkenstr. 21/22, ✉ 9 [824, 399, 1087, 415]
running-header [106, 294, 1494, 334]
directory-entry: — J. F., Erichstr. 41, ✉ 4 [513, 1056, 644, 1072]
directory-entry: — Frau M., Damen-Confection, Gänsemarkt 61, ✉ 1 [1142, 720, 1419, 736]
footer-notice [256, 1990, 1376, 2022]
directory-entry: — Frl. M., Osterbeckstr. 40, ✉ 21 [1142, 613, 1320, 629]
directory-entry: — Wwe, J. H. H., Gr. Bleichen 70, ✉ 1 [824, 460, 1030, 476]
directory-entry: — J., Wandsbeckerchaussee 132, H. 9, ✉ 23 [192, 552, 425, 568]
directory-entry: — L., Ober-Telegr.-Assistent, Emilienstr. 32, ✉ 19 [824, 1332, 1089, 1348]
directory-entry: — Otto, Commis, Eppendorferbaum 33, ✉ 17 [1142, 1454, 1383, 1470]
directory-entry: — Johann, Heizer, Lindleystr. 28, ✉ 27 [192, 1179, 399, 1195]
directory-entry: — Schröder junr., John A., I/F J. G. Schröder & Co., Klopstockstr. 27, ✉ 1 [513, 628, 816, 659]
directory-entry: — Frau M., Kajen 38, ✉ 11 [1142, 735, 1288, 751]
directory-entry: — H. P. H., Eisenb.-Beamter, Spaldingstrasse, Beamtenhaus, ✉ 7 [192, 475, 505, 506]
directory-entry: — Johannes, Dr. med., Nervenarzt, BCto: Nordd. B., ☎ III, 650, Wartenau 3, ✉ 23, Sprechst: 9—10 u. 5—6, Sonnt. nur Morg., u. Dammthorstr. 27, ✉ 1, Sprechst: 1—2½ [192, 1332, 505, 1394]
directory-entry: — M. J. E., Reisender, Bartelsstr. 72, H. 4, ✉ 6 [1142, 1301, 1389, 1317]
directory-entry: — L., Bahnwärter, Ausschlägerallee 121, ✉ 27 [824, 1271, 1070, 1287]
directory-entry: — Jacob, Zollbootsmann, Norderelbstr. 27, ✉ 29 [192, 934, 448, 950]
column-separator [820, 338, 821, 1978]
directory-entry: — Frl. Joh., höhere Töchterschule, Winterhuderweg 3, ✉ 21 [192, 1056, 505, 1088]
directory-entry: — Ludw., pens. Schutzmann, Marktstr. 94, ✉ 6 [824, 1577, 1072, 1593]
directory-entry: — Wwe, Minna, Silbersackstr. 3, ✉ 4 [1142, 1194, 1339, 1210]
directory-entry: — J. J. C., Schlosser, Victoriastr. 18, ✉ 15 [824, 628, 1045, 644]
